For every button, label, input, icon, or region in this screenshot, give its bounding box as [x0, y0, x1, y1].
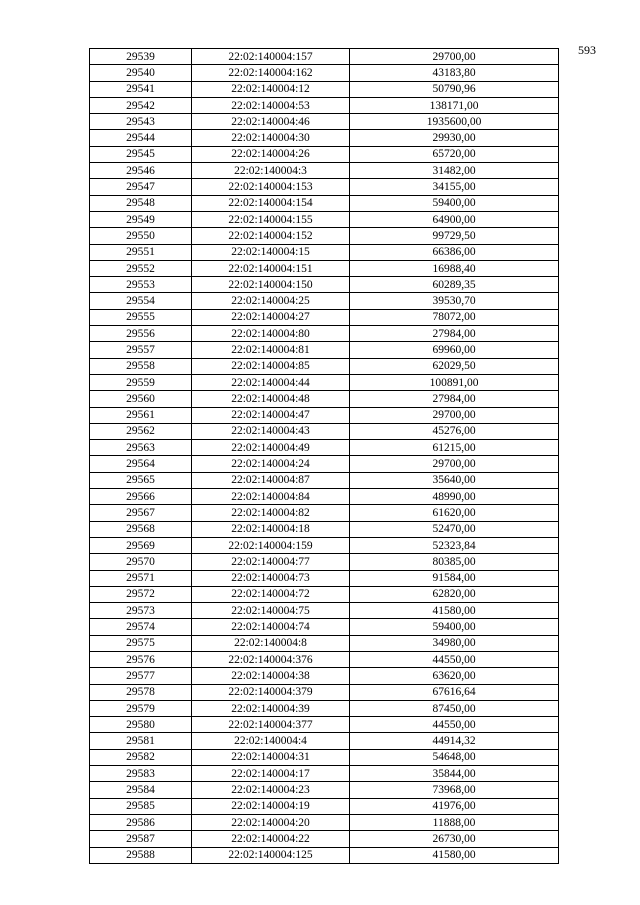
table-row: [90, 668, 559, 684]
row-number-cell: 29541: [90, 81, 192, 97]
cadastral-number-cell: 22:02:140004:85: [192, 358, 350, 374]
row-number-cell: 29555: [90, 309, 192, 325]
table-row: [90, 782, 559, 798]
cadastral-number-cell: 22:02:140004:22: [192, 831, 350, 847]
row-number-cell: 29559: [90, 374, 192, 390]
row-number-cell: 29547: [90, 179, 192, 195]
value-cell: 61215,00: [350, 440, 559, 456]
cadastral-number-cell: 22:02:140004:25: [192, 293, 350, 309]
row-number-cell: 29551: [90, 244, 192, 260]
table-row: [90, 309, 559, 325]
value-cell: 62820,00: [350, 586, 559, 602]
row-number-cell: 29586: [90, 814, 192, 830]
row-number-cell: 29578: [90, 684, 192, 700]
value-cell: 29700,00: [350, 49, 559, 65]
cadastral-number-cell: 22:02:140004:31: [192, 749, 350, 765]
row-number-cell: 29577: [90, 668, 192, 684]
row-number-cell: 29550: [90, 228, 192, 244]
value-cell: 69960,00: [350, 342, 559, 358]
cadastral-number-cell: 22:02:140004:80: [192, 326, 350, 342]
row-number-cell: 29560: [90, 391, 192, 407]
row-number-cell: 29561: [90, 407, 192, 423]
row-number-cell: 29558: [90, 358, 192, 374]
cadastral-number-cell: 22:02:140004:75: [192, 603, 350, 619]
row-number-cell: 29556: [90, 326, 192, 342]
table-row: [90, 651, 559, 667]
table-row: [90, 49, 559, 65]
cadastral-number-cell: 22:02:140004:27: [192, 309, 350, 325]
cadastral-number-cell: 22:02:140004:82: [192, 505, 350, 521]
row-number-cell: 29581: [90, 733, 192, 749]
value-cell: 100891,00: [350, 374, 559, 390]
cadastral-number-cell: 22:02:140004:152: [192, 228, 350, 244]
value-cell: 60289,35: [350, 277, 559, 293]
row-number-cell: 29553: [90, 277, 192, 293]
value-cell: 31482,00: [350, 163, 559, 179]
cadastral-number-cell: 22:02:140004:125: [192, 847, 350, 863]
table-row: [90, 456, 559, 472]
row-number-cell: 29563: [90, 440, 192, 456]
cadastral-number-cell: 22:02:140004:159: [192, 537, 350, 553]
value-cell: 1935600,00: [350, 114, 559, 130]
row-number-cell: 29565: [90, 472, 192, 488]
table-row: [90, 798, 559, 814]
table-row: [90, 847, 559, 863]
row-number-cell: 29588: [90, 847, 192, 863]
value-cell: 138171,00: [350, 97, 559, 113]
cadastral-number-cell: 22:02:140004:3: [192, 163, 350, 179]
value-cell: 16988,40: [350, 260, 559, 276]
row-number-cell: 29583: [90, 766, 192, 782]
value-cell: 99729,50: [350, 228, 559, 244]
value-cell: 11888,00: [350, 814, 559, 830]
row-number-cell: 29564: [90, 456, 192, 472]
row-number-cell: 29571: [90, 570, 192, 586]
table-row: [90, 114, 559, 130]
row-number-cell: 29567: [90, 505, 192, 521]
value-cell: 41580,00: [350, 847, 559, 863]
row-number-cell: 29566: [90, 489, 192, 505]
cadastral-number-cell: 22:02:140004:157: [192, 49, 350, 65]
cadastral-number-cell: 22:02:140004:74: [192, 619, 350, 635]
row-number-cell: 29579: [90, 700, 192, 716]
table-row: [90, 358, 559, 374]
table-row: [90, 505, 559, 521]
cadastral-number-cell: 22:02:140004:155: [192, 211, 350, 227]
cadastral-number-cell: 22:02:140004:87: [192, 472, 350, 488]
cadastral-number-cell: 22:02:140004:377: [192, 717, 350, 733]
cadastral-number-cell: 22:02:140004:379: [192, 684, 350, 700]
value-cell: 44550,00: [350, 651, 559, 667]
value-cell: 54648,00: [350, 749, 559, 765]
row-number-cell: 29542: [90, 97, 192, 113]
table-row: [90, 342, 559, 358]
value-cell: 35640,00: [350, 472, 559, 488]
value-cell: 27984,00: [350, 391, 559, 407]
cadastral-number-cell: 22:02:140004:8: [192, 635, 350, 651]
table-row: [90, 65, 559, 81]
value-cell: 67616,64: [350, 684, 559, 700]
table-row: [90, 472, 559, 488]
table-row: [90, 228, 559, 244]
row-number-cell: 29572: [90, 586, 192, 602]
cadastral-number-cell: 22:02:140004:20: [192, 814, 350, 830]
cadastral-number-cell: 22:02:140004:162: [192, 65, 350, 81]
value-cell: 29700,00: [350, 456, 559, 472]
value-cell: 44914,32: [350, 733, 559, 749]
cadastral-number-cell: 22:02:140004:43: [192, 423, 350, 439]
value-cell: 73968,00: [350, 782, 559, 798]
cadastral-number-cell: 22:02:140004:47: [192, 407, 350, 423]
cadastral-table: [89, 48, 559, 864]
table-row: [90, 489, 559, 505]
row-number-cell: 29576: [90, 651, 192, 667]
cadastral-number-cell: 22:02:140004:30: [192, 130, 350, 146]
table-row: [90, 684, 559, 700]
value-cell: 34980,00: [350, 635, 559, 651]
row-number-cell: 29570: [90, 554, 192, 570]
row-number-cell: 29582: [90, 749, 192, 765]
row-number-cell: 29585: [90, 798, 192, 814]
value-cell: 43183,80: [350, 65, 559, 81]
cadastral-number-cell: 22:02:140004:376: [192, 651, 350, 667]
value-cell: 26730,00: [350, 831, 559, 847]
cadastral-number-cell: 22:02:140004:12: [192, 81, 350, 97]
cadastral-number-cell: 22:02:140004:18: [192, 521, 350, 537]
cadastral-number-cell: 22:02:140004:154: [192, 195, 350, 211]
cadastral-number-cell: 22:02:140004:39: [192, 700, 350, 716]
value-cell: 35844,00: [350, 766, 559, 782]
cadastral-number-cell: 22:02:140004:19: [192, 798, 350, 814]
value-cell: 39530,70: [350, 293, 559, 309]
value-cell: 87450,00: [350, 700, 559, 716]
cadastral-number-cell: 22:02:140004:150: [192, 277, 350, 293]
row-number-cell: 29557: [90, 342, 192, 358]
table-row: [90, 374, 559, 390]
table-row: [90, 211, 559, 227]
row-number-cell: 29545: [90, 146, 192, 162]
row-number-cell: 29552: [90, 260, 192, 276]
table-row: [90, 635, 559, 651]
table-row: [90, 277, 559, 293]
row-number-cell: 29540: [90, 65, 192, 81]
row-number-cell: 29544: [90, 130, 192, 146]
cadastral-number-cell: 22:02:140004:23: [192, 782, 350, 798]
row-number-cell: 29580: [90, 717, 192, 733]
cadastral-number-cell: 22:02:140004:44: [192, 374, 350, 390]
row-number-cell: 29569: [90, 537, 192, 553]
table-row: [90, 423, 559, 439]
value-cell: 80385,00: [350, 554, 559, 570]
table-row: [90, 97, 559, 113]
row-number-cell: 29573: [90, 603, 192, 619]
table-row: [90, 326, 559, 342]
value-cell: 41580,00: [350, 603, 559, 619]
value-cell: 64900,00: [350, 211, 559, 227]
table-row: [90, 195, 559, 211]
value-cell: 62029,50: [350, 358, 559, 374]
value-cell: 52323,84: [350, 537, 559, 553]
cadastral-number-cell: 22:02:140004:15: [192, 244, 350, 260]
table-row: [90, 440, 559, 456]
cadastral-number-cell: 22:02:140004:49: [192, 440, 350, 456]
table-row: [90, 81, 559, 97]
row-number-cell: 29539: [90, 49, 192, 65]
table-row: [90, 733, 559, 749]
table-row: [90, 700, 559, 716]
row-number-cell: 29549: [90, 211, 192, 227]
cadastral-number-cell: 22:02:140004:53: [192, 97, 350, 113]
value-cell: 27984,00: [350, 326, 559, 342]
row-number-cell: 29554: [90, 293, 192, 309]
cadastral-number-cell: 22:02:140004:81: [192, 342, 350, 358]
table-row: [90, 766, 559, 782]
table-row: [90, 391, 559, 407]
table-row: [90, 146, 559, 162]
table-row: [90, 717, 559, 733]
table-row: [90, 260, 559, 276]
row-number-cell: 29568: [90, 521, 192, 537]
value-cell: 59400,00: [350, 619, 559, 635]
table-body: [90, 49, 559, 864]
value-cell: 48990,00: [350, 489, 559, 505]
row-number-cell: 29575: [90, 635, 192, 651]
value-cell: 41976,00: [350, 798, 559, 814]
table-row: [90, 130, 559, 146]
table-row: [90, 407, 559, 423]
table-row: [90, 831, 559, 847]
page-number: 593: [578, 43, 596, 57]
table-row: [90, 163, 559, 179]
cadastral-number-cell: 22:02:140004:73: [192, 570, 350, 586]
table-row: [90, 554, 559, 570]
table-row: [90, 244, 559, 260]
value-cell: 61620,00: [350, 505, 559, 521]
cadastral-number-cell: 22:02:140004:84: [192, 489, 350, 505]
value-cell: 63620,00: [350, 668, 559, 684]
value-cell: 65720,00: [350, 146, 559, 162]
table-row: [90, 749, 559, 765]
value-cell: 29930,00: [350, 130, 559, 146]
value-cell: 34155,00: [350, 179, 559, 195]
value-cell: 29700,00: [350, 407, 559, 423]
cadastral-number-cell: 22:02:140004:46: [192, 114, 350, 130]
cadastral-number-cell: 22:02:140004:4: [192, 733, 350, 749]
row-number-cell: 29548: [90, 195, 192, 211]
value-cell: 59400,00: [350, 195, 559, 211]
table-row: [90, 293, 559, 309]
cadastral-number-cell: 22:02:140004:17: [192, 766, 350, 782]
cadastral-number-cell: 22:02:140004:77: [192, 554, 350, 570]
cadastral-number-cell: 22:02:140004:151: [192, 260, 350, 276]
table-row: [90, 814, 559, 830]
row-number-cell: 29584: [90, 782, 192, 798]
row-number-cell: 29546: [90, 163, 192, 179]
value-cell: 78072,00: [350, 309, 559, 325]
table-row: [90, 586, 559, 602]
cadastral-number-cell: 22:02:140004:26: [192, 146, 350, 162]
table-row: [90, 570, 559, 586]
row-number-cell: 29543: [90, 114, 192, 130]
table-row: [90, 619, 559, 635]
value-cell: 66386,00: [350, 244, 559, 260]
cadastral-number-cell: 22:02:140004:48: [192, 391, 350, 407]
row-number-cell: 29574: [90, 619, 192, 635]
cadastral-number-cell: 22:02:140004:153: [192, 179, 350, 195]
cadastral-number-cell: 22:02:140004:72: [192, 586, 350, 602]
value-cell: 45276,00: [350, 423, 559, 439]
table-row: [90, 521, 559, 537]
value-cell: 91584,00: [350, 570, 559, 586]
value-cell: 52470,00: [350, 521, 559, 537]
cadastral-number-cell: 22:02:140004:38: [192, 668, 350, 684]
row-number-cell: 29587: [90, 831, 192, 847]
row-number-cell: 29562: [90, 423, 192, 439]
table-row: [90, 537, 559, 553]
table-row: [90, 179, 559, 195]
value-cell: 50790,96: [350, 81, 559, 97]
value-cell: 44550,00: [350, 717, 559, 733]
cadastral-number-cell: 22:02:140004:24: [192, 456, 350, 472]
table-row: [90, 603, 559, 619]
